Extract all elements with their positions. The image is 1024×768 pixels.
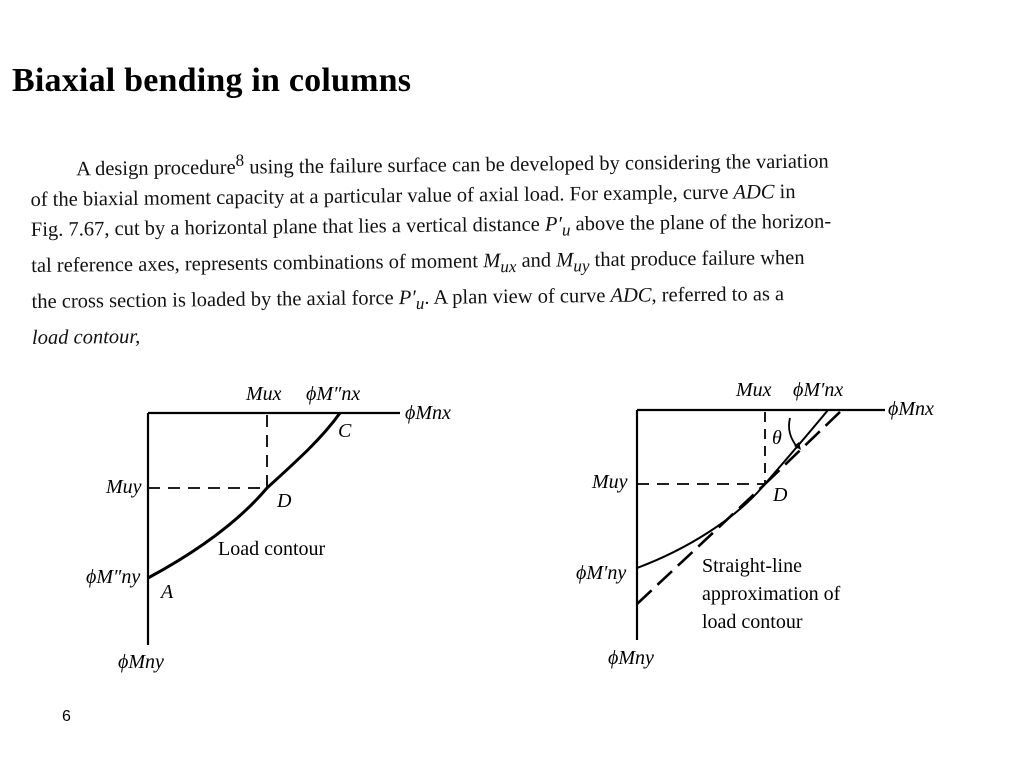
paragraph-line-5: the cross section is loaded by the axial force $P'_u$. A plan view of curve ADC, referred to as a [31, 283, 785, 314]
phi-mny-label: ϕMny [118, 651, 164, 673]
phi-mny-label: ϕMny [608, 647, 654, 669]
slide-title: Biaxial bending in columns [12, 62, 412, 99]
point-a-label: A [161, 581, 174, 603]
point-d-label: D [277, 490, 292, 512]
phi-mny-prime-label: ϕM′ny [576, 562, 627, 584]
page-number: 6 [62, 708, 71, 725]
approximation-label-line-1: Straight-line [702, 555, 802, 577]
paragraph-line-6: load contour, [31, 325, 141, 350]
mux-label: Mux [736, 379, 772, 401]
muy-label: Muy [106, 476, 142, 498]
point-c-label: C [338, 420, 352, 442]
theta-arc [789, 418, 798, 448]
load-contour-label: Load contour [218, 538, 326, 560]
approximation-label-line-2: approximation of [702, 583, 841, 605]
phi-mnx-prime-label: ϕM′nx [793, 379, 844, 401]
muy-label: Muy [592, 471, 628, 493]
load-contour-curve [637, 410, 828, 568]
paragraph-line-4: tal reference axes, represents combinations of moment $M_{ux}$ and $M_{uy}$ that produce failure when [31, 246, 805, 277]
approximation-label-line-3: load contour [702, 611, 803, 633]
paragraph-line-1: A design procedure$^8$ using the failure surface can be developed by considering the variation [76, 150, 829, 181]
straight-line-approximation-diagram [560, 360, 980, 690]
paragraph-line-2: of the biaxial moment capacity at a particular value of axial load. For example, curve ADC in [30, 180, 796, 211]
paragraph-line-3: Fig. 7.67, cut by a horizontal plane that lies a vertical distance $P'_u$ above the plane of the horizon- [30, 210, 832, 241]
phi-mnx-label: ϕMnx [405, 402, 451, 424]
load-contour-figure [60, 360, 490, 690]
mux-label: Mux [246, 383, 282, 405]
phi-mny-double-prime-label: ϕM″ny [86, 566, 141, 588]
load-contour-diagram [60, 360, 490, 690]
point-d-label: D [773, 484, 788, 506]
body-paragraph [30, 138, 1007, 353]
phi-mnx-label: ϕMnx [888, 398, 934, 420]
straight-line-approximation-figure [560, 360, 980, 690]
phi-mnx-double-prime-label: ϕM″nx [306, 383, 361, 405]
theta-label: θ [772, 427, 782, 449]
